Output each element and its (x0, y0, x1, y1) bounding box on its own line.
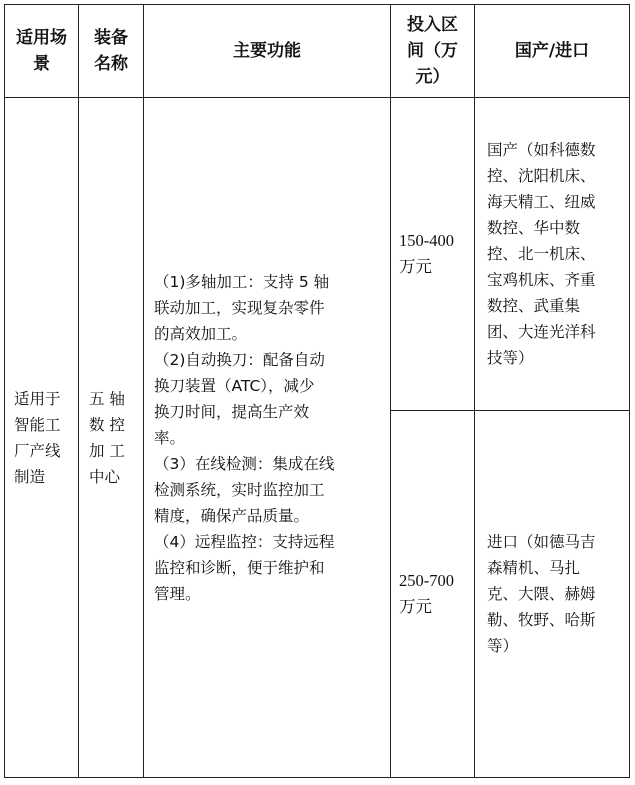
function-item-1: （1)多轴加工：支持 5 轴 联动加工，实现复杂零件 的高效加工。 (154, 272, 330, 343)
header-origin (475, 5, 629, 97)
cell-investment-domestic (391, 98, 474, 410)
origin-imported-text: 进口（如德马吉 森精机、马扎 克、大隈、赫姆 勒、牧野、哈斯 等） (487, 533, 596, 655)
cell-origin-domestic (475, 98, 629, 410)
cell-functions (144, 98, 390, 777)
header-scene (5, 5, 78, 97)
cell-origin-imported (475, 411, 629, 777)
function-item-4: （4）远程监控：支持远程 监控和诊断，便于维护和 管理。 (154, 532, 335, 603)
header-main-function-text: 主要功能 (233, 41, 301, 61)
header-investment (391, 5, 474, 97)
header-main-function (144, 5, 390, 97)
header-equipment-name-text: 装备 名称 (94, 28, 128, 74)
equipment-table (4, 4, 630, 778)
table-border-bottom (4, 777, 630, 778)
function-item-2: （2)自动换刀：配备自动 换刀装置（ATC），减少 换刀时间，提高生产效 率。 (154, 350, 325, 447)
header-equipment-name (79, 5, 143, 97)
investment-imported-text: 250-700 万元 (399, 571, 454, 616)
header-investment-text: 投入区 间（万 元） (407, 15, 458, 87)
cell-scene (5, 98, 78, 777)
equipment-name-text: 五 轴 数 控 加 工 中心 (89, 389, 125, 486)
scene-text: 适用于 智能工 厂产线 制造 (14, 389, 61, 486)
cell-equipment-name (79, 98, 143, 777)
investment-domestic-text: 150-400 万元 (399, 231, 454, 276)
table-border-right (629, 4, 630, 778)
header-scene-text: 适用场 景 (16, 28, 67, 74)
cell-investment-imported (391, 411, 474, 777)
header-origin-text: 国产/进口 (514, 41, 590, 61)
function-item-3: （3）在线检测：集成在线 检测系统，实时监控加工 精度，确保产品质量。 (154, 454, 335, 525)
origin-domestic-text: 国产（如科德数 控、沈阳机床、 海天精工、纽威 数控、华中数 控、北一机床、 宝鸡机床、齐重 数控、武重集 团、大连光洋科 技等） (487, 141, 596, 367)
